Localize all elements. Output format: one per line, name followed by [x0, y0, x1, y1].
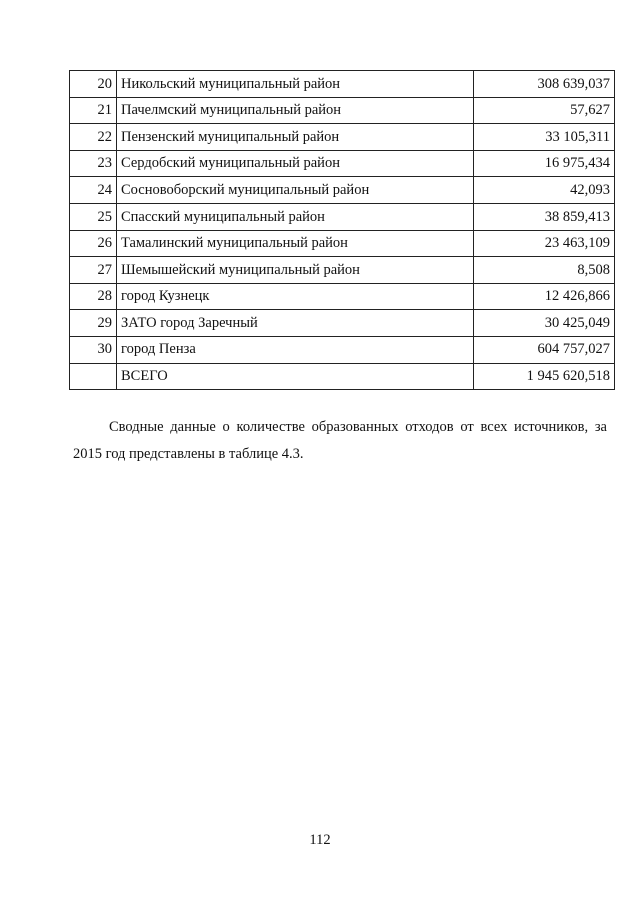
waste-value: 57,627 — [474, 97, 615, 124]
district-name: Сосновоборский муниципальный район — [117, 177, 474, 204]
row-number: 24 — [70, 177, 117, 204]
waste-value: 42,093 — [474, 177, 615, 204]
row-number: 29 — [70, 310, 117, 337]
row-number: 25 — [70, 203, 117, 230]
table-row — [70, 97, 615, 124]
row-number: 27 — [70, 257, 117, 284]
table-row — [70, 257, 615, 284]
district-name: Пензенский муниципальный район — [117, 124, 474, 151]
table-row — [70, 124, 615, 151]
row-number: 20 — [70, 71, 117, 98]
table-row — [70, 310, 615, 337]
waste-value: 308 639,037 — [474, 71, 615, 98]
district-name: ЗАТО город Заречный — [117, 310, 474, 337]
waste-value: 38 859,413 — [474, 203, 615, 230]
waste-value: 8,508 — [474, 257, 615, 284]
waste-value: 33 105,311 — [474, 124, 615, 151]
district-name: город Пенза — [117, 336, 474, 363]
table-row — [70, 150, 615, 177]
row-number: 30 — [70, 336, 117, 363]
table-row — [70, 71, 615, 98]
row-number: 22 — [70, 124, 117, 151]
row-number: 28 — [70, 283, 117, 310]
waste-value: 23 463,109 — [474, 230, 615, 257]
waste-value: 604 757,027 — [474, 336, 615, 363]
district-name: Сердобский муниципальный район — [117, 150, 474, 177]
total-number — [70, 363, 117, 390]
row-number: 21 — [70, 97, 117, 124]
summary-paragraph: Сводные данные о количестве образованных отходов от всех источников, за 2015 год представлены в таблице 4.3. — [73, 419, 607, 462]
total-value: 1 945 620,518 — [474, 363, 615, 390]
table-row — [70, 177, 615, 204]
waste-value: 12 426,866 — [474, 283, 615, 310]
district-name: Никольский муниципальный район — [117, 71, 474, 98]
table-row — [70, 283, 615, 310]
total-row — [70, 363, 615, 390]
row-number: 26 — [70, 230, 117, 257]
total-label: ВСЕГО — [117, 363, 474, 390]
district-name: Спасский муниципальный район — [117, 203, 474, 230]
waste-value: 30 425,049 — [474, 310, 615, 337]
page-number: 112 — [309, 832, 331, 848]
table-row — [70, 336, 615, 363]
table-row — [70, 230, 615, 257]
district-name: Шемышейский муниципальный район — [117, 257, 474, 284]
waste-table — [69, 70, 615, 390]
district-name: Пачелмский муниципальный район — [117, 97, 474, 124]
table-row — [70, 203, 615, 230]
waste-value: 16 975,434 — [474, 150, 615, 177]
district-name: город Кузнецк — [117, 283, 474, 310]
district-name: Тамалинский муниципальный район — [117, 230, 474, 257]
row-number: 23 — [70, 150, 117, 177]
